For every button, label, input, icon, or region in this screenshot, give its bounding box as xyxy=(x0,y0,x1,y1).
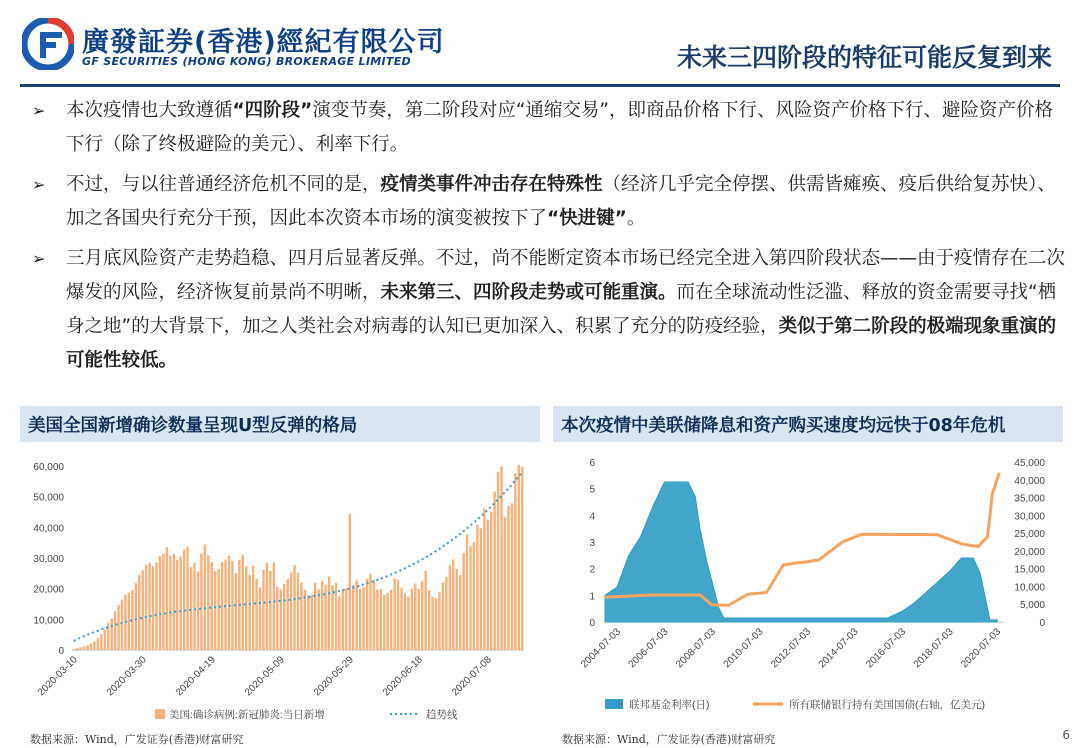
case-bar xyxy=(231,561,233,650)
case-bar xyxy=(349,514,351,650)
bullet-text: 而在全球流动性泛滥、释放的资金需要寻找“栖身之地”的大背景下，加之人类社会对病毒的认知已更加深入、积累了充分的防疫经验， xyxy=(66,282,1057,337)
y-right-tick-label: 10,000 xyxy=(1014,582,1045,594)
case-bar xyxy=(152,566,154,650)
y-tick-label: 50,000 xyxy=(33,492,64,504)
case-bar xyxy=(500,466,502,650)
bullet-text: 本次疫情也大致遵循 xyxy=(66,100,233,121)
case-bar xyxy=(359,589,361,650)
gf-logo-icon xyxy=(22,18,74,70)
case-bar xyxy=(245,566,247,650)
y-left-tick-label: 0 xyxy=(589,618,595,629)
left-chart-title: 美国全国新增确诊数量呈现U型反弹的格局 xyxy=(28,416,358,436)
y-right-tick-label: 45,000 xyxy=(1014,458,1045,469)
x-tick-label: 2020-03-30 xyxy=(104,654,149,699)
right-chart-header xyxy=(553,406,1063,442)
x-tick-label: 2020-07-08 xyxy=(449,654,494,699)
case-bar xyxy=(248,575,250,650)
case-bar xyxy=(221,562,223,650)
case-bar xyxy=(252,566,254,650)
x-tick-label: 2006-07-03 xyxy=(626,626,671,671)
x-tick-label: 2020-05-09 xyxy=(242,654,287,699)
case-bar xyxy=(418,589,420,650)
case-bar xyxy=(73,649,75,650)
bullet-text: 三月底风险资产走势趋稳、四月后显著反弹。不过，尚不能断定资本市场已经完全进入第四阶段状态——由于疫情存在二次爆发的风险，经济恢复前景尚不明晰， xyxy=(66,248,1066,303)
arrow-bullet-icon: ➢ xyxy=(32,249,46,268)
y-right-tick-label: 20,000 xyxy=(1014,546,1045,558)
case-bar xyxy=(304,590,306,650)
case-bar xyxy=(93,641,95,650)
case-bar xyxy=(431,597,433,650)
case-bar xyxy=(504,517,506,650)
case-bar xyxy=(166,547,168,650)
right-chart-title: 本次疫情中美联储降息和资产购买速度均远快于08年危机 xyxy=(561,416,1006,436)
case-bar xyxy=(90,644,92,650)
case-bar xyxy=(293,565,295,650)
case-bar xyxy=(355,580,357,650)
case-bar xyxy=(255,579,257,650)
y-right-tick-label: 15,000 xyxy=(1014,564,1045,576)
legend-label-cases: 美国:确诊病例:新冠肺炎:当日新增 xyxy=(169,709,325,721)
y-right-tick-label: 25,000 xyxy=(1014,529,1045,541)
bullet-emphasis: 类似于第二阶段的极端现象重演的可能性较低。 xyxy=(66,316,1057,371)
case-bar xyxy=(86,645,88,650)
case-bar xyxy=(173,554,175,650)
y-left-tick-label: 2 xyxy=(589,564,595,576)
bullet-item xyxy=(26,168,1066,236)
us-new-cases-chart xyxy=(20,446,540,724)
case-bar xyxy=(283,584,285,650)
case-bar xyxy=(345,588,347,650)
y-right-tick-label: 5,000 xyxy=(1019,600,1045,612)
x-tick-label: 2020-04-19 xyxy=(173,654,218,699)
y-right-tick-label: 35,000 xyxy=(1014,493,1045,505)
y-tick-label: 10,000 xyxy=(33,615,64,627)
case-bar xyxy=(469,546,471,650)
case-bar xyxy=(521,467,523,650)
case-bar xyxy=(76,648,78,650)
case-bar xyxy=(186,547,188,650)
case-bar xyxy=(387,593,389,650)
case-bar xyxy=(79,647,81,650)
case-bar xyxy=(483,508,485,650)
case-bar xyxy=(214,571,216,650)
x-tick-label: 2020-05-29 xyxy=(311,654,356,699)
case-bar xyxy=(276,587,278,650)
case-bar xyxy=(224,560,226,650)
case-bar xyxy=(362,587,364,650)
legend-swatch-bar xyxy=(155,709,165,719)
case-bar xyxy=(100,634,102,650)
case-bar xyxy=(428,590,430,650)
bullet-text: 。 xyxy=(626,208,646,229)
case-bar xyxy=(83,646,85,650)
case-bar xyxy=(145,565,147,650)
case-bar xyxy=(449,565,451,650)
case-bar xyxy=(466,534,468,650)
slide-header xyxy=(0,0,1080,88)
y-left-tick-label: 5 xyxy=(589,484,595,496)
company-name-cn: 廣發証券(香港)經紀有限公司 xyxy=(82,27,445,58)
case-bar xyxy=(507,506,509,650)
case-bar xyxy=(211,562,213,650)
case-bar xyxy=(142,570,144,650)
case-bar xyxy=(445,577,447,650)
case-bar xyxy=(193,563,195,650)
legend-swatch-fed xyxy=(605,699,623,709)
y-right-tick-label: 40,000 xyxy=(1014,475,1045,487)
bullet-emphasis: “四阶段” xyxy=(232,100,313,121)
case-bar xyxy=(228,556,230,650)
bullet-item xyxy=(26,242,1066,378)
x-tick-label: 2016-07-03 xyxy=(864,626,909,671)
case-bar xyxy=(393,579,395,650)
case-bar xyxy=(352,585,354,650)
bullet-text: 演变节奏，第二阶段对应“通缩交易”，即商品价格下行、风险资产价格下行、避险资产价格下行（除了终极避险的美元）、利率下行。 xyxy=(66,100,1054,155)
slide-title: 未来三四阶段的特征可能反复到来 xyxy=(676,43,1052,72)
case-bar xyxy=(204,545,206,650)
case-bar xyxy=(473,542,475,650)
case-bar xyxy=(300,583,302,650)
case-bar xyxy=(148,563,150,650)
case-bar xyxy=(317,590,319,650)
case-bar xyxy=(197,571,199,650)
case-bar xyxy=(383,595,385,650)
case-bar xyxy=(262,570,264,650)
case-bar xyxy=(266,563,268,650)
case-bar xyxy=(438,592,440,650)
x-tick-label: 2010-07-03 xyxy=(721,626,766,671)
arrow-bullet-icon: ➢ xyxy=(32,101,46,120)
left-chart-header xyxy=(20,406,540,442)
y-right-tick-label: 0 xyxy=(1039,618,1045,629)
case-bar xyxy=(290,572,292,650)
y-left-tick-label: 1 xyxy=(589,591,595,603)
case-bar xyxy=(314,583,316,650)
case-bar xyxy=(342,590,344,650)
case-bar xyxy=(373,580,375,650)
case-bar xyxy=(490,512,492,650)
case-bar xyxy=(414,583,416,650)
case-bar xyxy=(176,560,178,650)
legend-label-fed: 联邦基金利率(日) xyxy=(629,699,710,711)
x-tick-label: 2020-07-03 xyxy=(959,626,1004,671)
fed-rate-area xyxy=(605,482,997,622)
case-bar xyxy=(297,573,299,650)
case-bar xyxy=(328,576,330,650)
case-bar xyxy=(493,491,495,650)
case-bar xyxy=(155,562,157,650)
x-tick-label: 2020-03-10 xyxy=(35,654,80,699)
y-tick-label: 0 xyxy=(58,646,64,657)
case-bar xyxy=(138,575,140,650)
bullet-text: （经济几乎完全停摆、供需皆瘫痪、疫后供给复苏快）、加之各国央行充分干预，因此本次资本市场的演变被按下了 xyxy=(66,174,1056,229)
page-number: 6 xyxy=(1062,728,1070,742)
case-bar xyxy=(497,472,499,650)
case-bar xyxy=(456,569,458,650)
case-bar xyxy=(269,571,271,650)
bullet-item xyxy=(26,94,1066,162)
case-bar xyxy=(376,590,378,650)
bullet-emphasis: 未来第三、四阶段走势或可能重演。 xyxy=(380,282,677,303)
case-bar xyxy=(366,579,368,650)
case-bar xyxy=(135,583,137,650)
case-bar xyxy=(459,575,461,650)
header-divider xyxy=(20,84,1060,87)
right-chart-source: 数据来源：Wind，广发证券(香港)财富研究 xyxy=(562,733,776,746)
y-right-tick-label: 30,000 xyxy=(1014,511,1045,523)
y-tick-label: 40,000 xyxy=(33,523,64,535)
case-bar xyxy=(104,629,106,650)
case-bar xyxy=(514,473,516,650)
left-chart-panel xyxy=(20,406,540,724)
case-bar xyxy=(476,525,478,650)
case-bar xyxy=(217,569,219,650)
bullet-emphasis: “快进键” xyxy=(547,208,627,229)
case-bar xyxy=(518,465,520,650)
case-bar xyxy=(259,587,261,650)
case-bar xyxy=(404,593,406,650)
case-bar xyxy=(286,579,288,650)
case-bar xyxy=(207,555,209,650)
legend-label-treasury: 所有联储银行持有美国国债(右轴，亿美元) xyxy=(789,699,985,711)
bullet-text: 不过，与以往普通经济危机不同的是， xyxy=(66,174,381,195)
case-bar xyxy=(179,556,181,650)
case-bar xyxy=(452,560,454,650)
case-bar xyxy=(380,589,382,650)
fed-rate-treasury-chart xyxy=(553,446,1063,724)
x-tick-label: 2004-07-03 xyxy=(579,626,624,671)
case-bar xyxy=(397,580,399,650)
y-tick-label: 60,000 xyxy=(33,462,64,473)
case-bar xyxy=(114,611,116,650)
case-bar xyxy=(311,594,313,650)
case-bar xyxy=(390,590,392,650)
case-bar xyxy=(183,550,185,650)
case-bar xyxy=(421,581,423,650)
case-bar xyxy=(200,553,202,650)
x-tick-label: 2018-07-03 xyxy=(911,626,956,671)
case-bar xyxy=(442,583,444,650)
y-tick-label: 20,000 xyxy=(33,584,64,596)
bullet-list xyxy=(26,94,1066,384)
case-bar xyxy=(331,585,333,650)
case-bar xyxy=(462,553,464,650)
case-bar xyxy=(110,618,112,650)
y-left-tick-label: 4 xyxy=(589,511,595,523)
x-tick-label: 2020-06-18 xyxy=(380,654,425,699)
company-name-en: GF SECURITIES (HONG KONG) BROKERAGE LIMITED xyxy=(82,55,411,68)
case-bar xyxy=(117,605,119,650)
case-bar xyxy=(190,567,192,650)
x-tick-label: 2014-07-03 xyxy=(816,626,861,671)
case-bar xyxy=(407,597,409,650)
y-tick-label: 30,000 xyxy=(33,554,64,565)
case-bar xyxy=(321,581,323,650)
case-bar xyxy=(97,638,99,650)
case-bar xyxy=(273,562,275,650)
bullet-emphasis: 疫情类事件冲击存在特殊性 xyxy=(380,174,603,195)
case-bar xyxy=(400,588,402,650)
case-bar xyxy=(128,593,130,650)
case-bar xyxy=(487,520,489,650)
left-chart-source: 数据来源：Wind，广发证券(香港)财富研究 xyxy=(30,733,244,746)
case-bar xyxy=(435,598,437,650)
y-left-tick-label: 6 xyxy=(589,458,595,469)
case-bar xyxy=(159,556,161,650)
case-bar xyxy=(424,571,426,650)
case-bar xyxy=(235,573,237,650)
case-bar xyxy=(242,555,244,650)
case-bar xyxy=(280,589,282,650)
case-bar xyxy=(369,574,371,650)
case-bar xyxy=(162,554,164,650)
case-bar xyxy=(338,596,340,650)
x-tick-label: 2008-07-03 xyxy=(674,626,719,671)
case-bar xyxy=(307,595,309,650)
legend-label-trend: 趋势线 xyxy=(426,709,458,721)
x-tick-label: 2012-07-03 xyxy=(769,626,814,671)
case-bar xyxy=(480,528,482,650)
right-chart-panel xyxy=(553,406,1063,724)
case-bar xyxy=(121,599,123,650)
case-bar xyxy=(169,556,171,650)
y-left-tick-label: 3 xyxy=(589,538,595,549)
case-bar xyxy=(411,589,413,650)
case-bar xyxy=(511,503,513,650)
arrow-bullet-icon: ➢ xyxy=(32,175,46,194)
